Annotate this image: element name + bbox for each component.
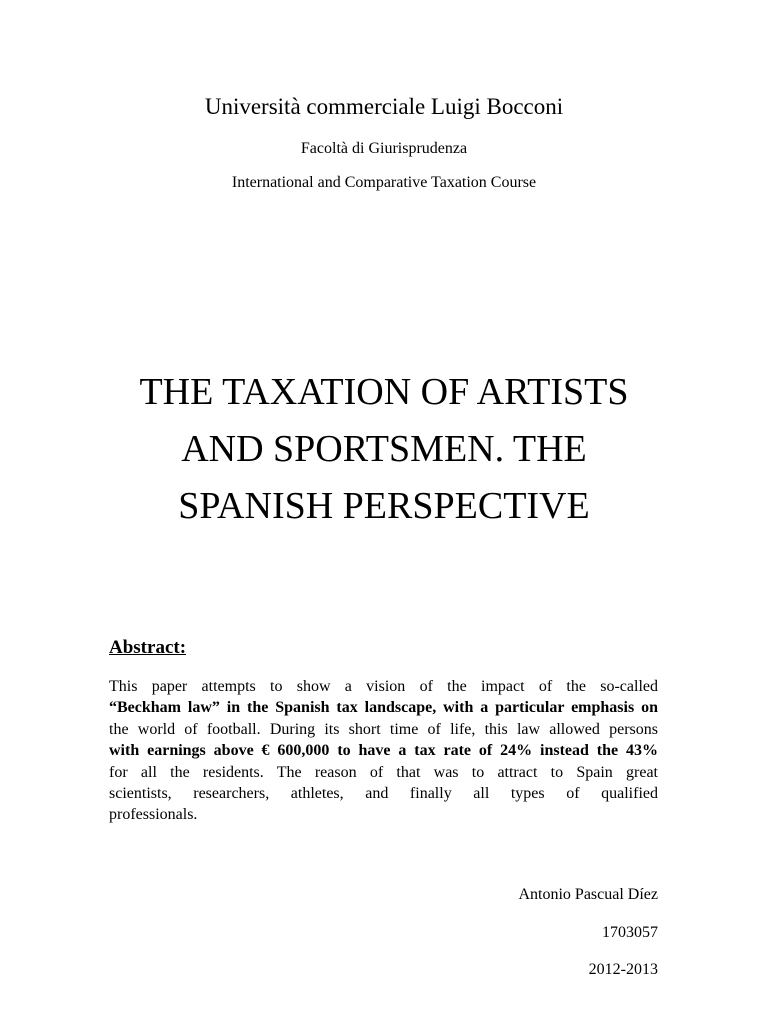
abstract-line: This paper attempts to show a vision of the impact of the so-called (109, 678, 658, 695)
student-id: 1703057 (602, 924, 658, 941)
abstract-line-bold (109, 740, 658, 761)
abstract-body (109, 676, 658, 826)
abstract-line: for all the residents. The reason of that was to attract to Spain great (109, 763, 658, 781)
abstract-bold-text: with earnings above € 600,000 to have a tax rate of 24% instead the 43% (109, 742, 658, 760)
university-name: Università commerciale Luigi Bocconi (204, 94, 564, 119)
title-line-3: SPANISH PERSPECTIVE (178, 485, 590, 527)
course-name: International and Comparative Taxation Course (231, 174, 537, 191)
faculty-name: Facoltà di Giurisprudenza (300, 140, 468, 157)
abstract-line: scientists, researchers, athletes, and finally all types of qualified (109, 785, 658, 803)
title-line-1: THE TAXATION OF ARTISTS (139, 371, 629, 413)
author-name: Antonio Pascual Díez (518, 886, 658, 903)
academic-years: 2012-2013 (588, 961, 658, 978)
document-title (84, 364, 684, 535)
title-line-2: AND SPORTSMEN. THE (181, 428, 587, 470)
abstract-line: professionals. (109, 806, 198, 824)
abstract-line: the world of football. During its short time of life, this law allowed persons (109, 720, 658, 738)
abstract-heading: Abstract: (109, 637, 187, 658)
abstract-line-bold (109, 697, 658, 718)
abstract-bold-text: “Beckham law” in the Spanish tax landscape, with a particular emphasis on (109, 699, 658, 717)
